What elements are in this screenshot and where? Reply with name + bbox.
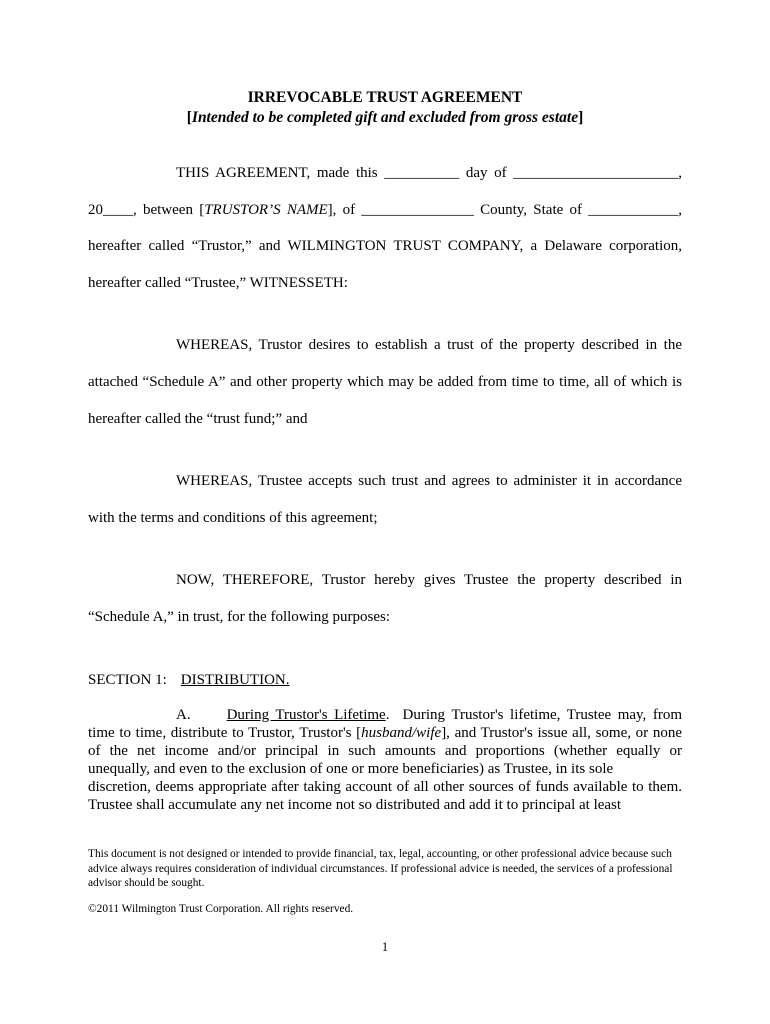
text-line: with the terms and conditions of this agreement; (88, 509, 378, 526)
section-1-heading (88, 670, 682, 690)
document-content (88, 0, 682, 814)
text-line: attached “Schedule A” and other property which may be added from time to time, all of which is (88, 373, 682, 390)
text-line: WHEREAS, Trustor desires to establish a trust of the property described in the (176, 337, 682, 354)
subtitle-text: Intended to be completed gift and excluded from gross estate (191, 109, 579, 126)
paragraph-now-therefore (88, 562, 682, 635)
text-line: discretion, deems appropriate after taking account of all other sources of funds available to them. (88, 778, 682, 795)
section-label: SECTION 1: (88, 671, 167, 688)
trustor-name-placeholder: TRUSTOR’S NAME (204, 201, 328, 218)
text-line: of the net income and/or principal in such amounts and proportions (whether equally or (88, 742, 682, 759)
text-line: THIS AGREEMENT, made this __________ day of ______________________, (176, 165, 682, 181)
clause-a-heading-underlined: During Trustor's Lifetime (226, 706, 386, 723)
text-line: unequally, and even to the exclusion of one or more beneficiaries) as Trustee, in its sole (88, 760, 614, 777)
text-line: hereafter called “Trustor,” and WILMINGTON TRUST COMPANY, a Delaware corporation, (88, 238, 682, 255)
subtitle-bracket-open: [ (186, 109, 192, 126)
clause-a-marker: A. (176, 706, 191, 723)
page-number: 1 (381, 940, 389, 954)
text-line (88, 724, 682, 742)
text-line: “Schedule A,” in trust, for the following purposes: (88, 608, 391, 625)
text-run: . During Trustor's lifetime, Trustee may, from (385, 706, 682, 723)
paragraph-whereas-trustee (88, 463, 682, 536)
text-line: NOW, THEREFORE, Trustor hereby gives Trustee the property described in (176, 572, 682, 589)
page-footer (88, 847, 682, 916)
text-run: 20____, between [ (88, 201, 205, 218)
document-subtitle (88, 108, 682, 128)
text-run: ], of _______________ County, State of ____________, (327, 201, 682, 218)
footer-disclaimer: This document is not designed or intended to provide financial, tax, legal, accounting, or other professional advice because such advice always requires consideration of individual circumstances. If professional advice is needed, the services of a professional advisor should be sought. (88, 848, 673, 889)
text-line: Trustee shall accumulate any net income not so distributed and add it to principal at least (88, 796, 622, 813)
text-line (88, 706, 682, 724)
footer-copyright: ©2011 Wilmington Trust Corporation. All rights reserved. (88, 902, 354, 915)
text-line: WHEREAS, Trustee accepts such trust and agrees to administer it in accordance (176, 473, 682, 490)
text-run: time to time, distribute to Trustor, Trustor's [ (88, 724, 362, 741)
text-line: hereafter called “Trustee,” WITNESSETH: (88, 274, 348, 291)
text-line: hereafter called the “trust fund;” and (88, 410, 308, 427)
clause-a-distribution-lifetime (88, 706, 682, 814)
text-run: ], and Trustor's issue all, some, or none (441, 724, 682, 741)
paragraph-agreement-intro (88, 155, 682, 301)
text-line (88, 192, 682, 229)
paragraph-whereas-trustor (88, 327, 682, 437)
document-title: IRREVOCABLE TRUST AGREEMENT (247, 89, 523, 106)
husband-wife-placeholder: husband/wife (361, 724, 442, 741)
section-heading-underlined: DISTRIBUTION. (180, 671, 290, 688)
subtitle-bracket-close: ] (578, 109, 584, 126)
